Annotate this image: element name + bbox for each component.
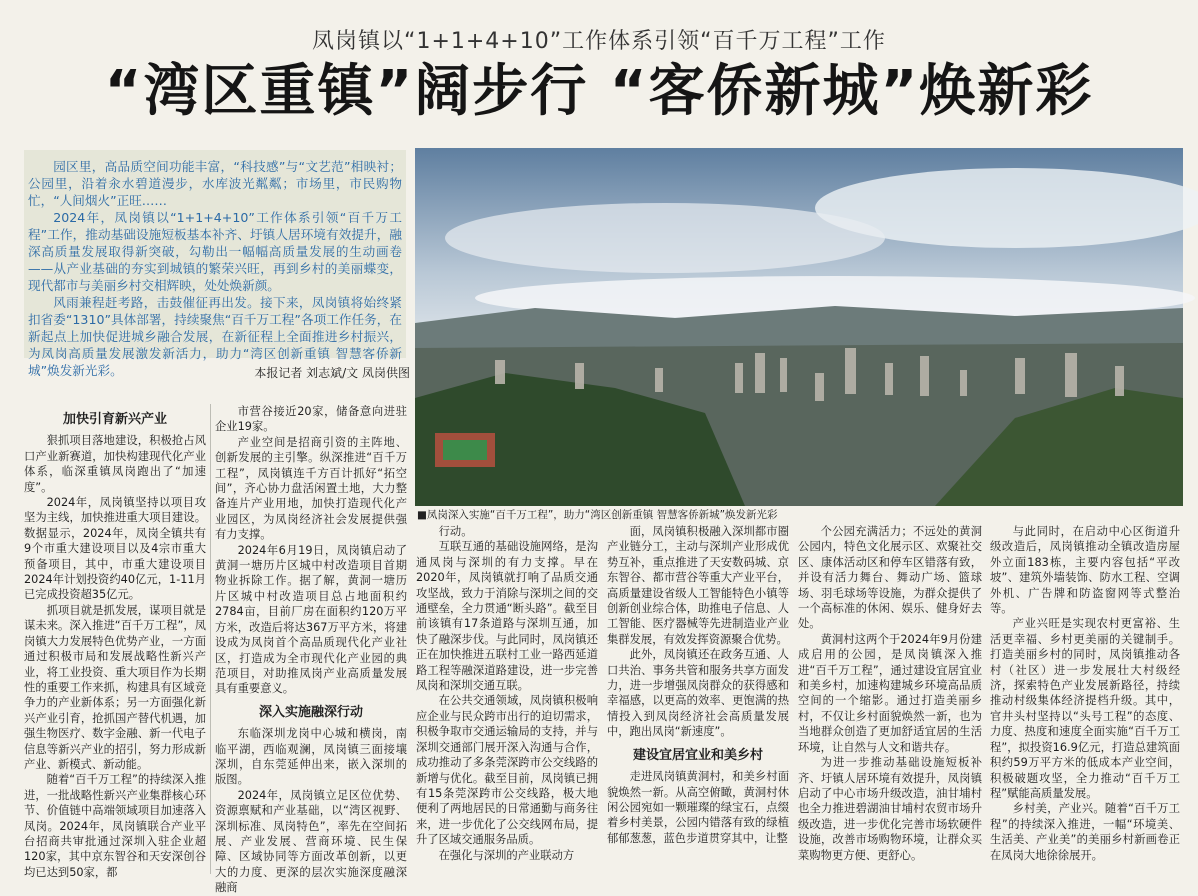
body-para: 随着“百千万工程”的持续深入推进，一批战略性新兴产业集群核心环节、价值链中高端领域项目加速落入凤岗。2024年，凤岗镇联合产业平台招商共审批通过深圳入驻企业超120家，其中京东智谷和天安深创谷均已达到50家，都 [24,773,206,879]
body-para: 在强化与深圳的产业联动方 [438,848,575,862]
body-para: 乡村美，产业兴。随着“百千万工程”的持续深入推进，一幅“环境美、生活美、产业美”的美丽乡村新画卷正在凤岗大地徐徐展开。 [990,802,1180,862]
article-column-4 [607,524,789,878]
photo-caption: ■凤岗深入实施“百千万工程”，助力“湾区创新重镇 智慧客侨新城”焕发新光彩 [417,509,778,521]
section-heading: 加快引育新兴产业 [62,412,167,427]
article-column-1 [24,404,206,878]
body-para: 2024年，凤岗镇坚持以项目攻坚为主线，加快推进重大项目建设。数据显示，2024年，凤岗全镇共有9个市重大建设项目以及4宗市重大预备项目，其中，市重大建设项目2024年计划投资约40亿元，1-11月已完成投资超35亿元。 [24,496,206,602]
body-para: 面，凤岗镇积极融入深圳都市圈产业链分工，主动与深圳产业形成优势互补，重点推进了天安数码城、京东智谷、都市营谷等重大产业平台，高质量建设省级人工智能特色小镇等创新创业综合体，助推电子信息、人工智能、医疗器械等先进制造业产业集群发展，有效发挥资源聚合优势。 [607,525,789,646]
article-column-6 [990,524,1180,878]
body-para: 2024年6月19日，凤岗镇启动了黄洞一塘历片区城中村改造项目首期物业拆除工作。据了解，黄洞一塘历片区城中村改造项目总占地面积约2784亩，目前厂房在面积约120万平方米，改造后将达367万平方米，将建设成为凤岗首个高品质现代化产业社区，打造成为全市现代化产业园的典范项目，对助推凤岗产业高质量发展具有重要意义。 [215,543,407,696]
body-para: 互联互通的基础设施网络，是沟通凤岗与深圳的有力支撑。早在2020年，凤岗镇就打响了品质交通攻坚战，致力于消除与深圳之间的交通壁垒，全力贯通“断头路”。截至目前该镇有17条道路与深圳互通，加快了融深步伐。与此同时，凤岗镇还正在加快推进五联村工业一路西延道路工程等融深道路建设，进一步完善凤岗和深圳交通互联。 [416,540,598,693]
body-para: 此外，凤岗镇还在政务互通、人口共治、事务共管和服务共享方面发力，进一步增强凤岗群众的获得感和幸福感，以更高的效率、更饱满的热情投入到凤岗经济社会高质量发展中，跑出凤岗“新速度”。 [607,648,789,739]
body-para: 为进一步推动基础设施短板补齐、圩镇人居环境有效提升，凤岗镇启动了中心市场升级改造，油甘埔村也全力推进碧湖油甘埔村农贸市场升级改造，进一步优化完善市场软硬件设施，改善市场购物环境，让群众买菜购物更方便、更舒心。 [798,756,982,862]
body-para: 2024年，凤岗镇立足区位优势、资源禀赋和产业基础，以“湾区视野、深圳标准、凤岗特色”，率先在空间拓展、产业发展、营商环境、民生保障、区域协同等方面改革创新，以更大的力度、更深的层次实施深度融深融商 [215,788,407,895]
body-para: 与此同时，在启动中心区街道升级改造后，凤岗镇推动全镇改造房屋外立面183栋，主要内容包括“平改坡”、建筑外墙装饰、防水工程、空调外机、广告牌和防盗窗网等式整治等。 [990,525,1180,616]
body-para: 市营谷接近20家，储备意向进驻企业19家。 [215,405,407,434]
body-para: 东临深圳龙岗中心城和横岗，南临平湖，西临观澜，凤岗镇三面接壤深圳，自东莞延伸出来，嵌入深圳的版图。 [215,727,407,787]
body-para: 个公园充满活力；不远处的黄洞公园内，特色文化展示区、欢聚社交区、康体活动区和停车区错落有致，并设有活力舞台、舞动广场、篮球场、羽毛球场等设施，为群众提供了一个高标准的休闲、娱乐、健身好去处。 [798,525,982,631]
subhead: 凤岗镇以“1+1+4+10”工作体系引领“百千万工程”工作 [312,29,886,54]
body-para: 抓项目就是抓发展，谋项目就是谋未来。深入推进“百千万工程”，凤岗镇大力发展特色优势产业，一方面通过积极市局和发展战略性新兴产业，将工业投资、重大项目作为长期性的重要工作来抓，构建具有区域竞争力的产业新体系；另一方面强化新兴产业引育，抢抓国产替代机遇，加强生物医疗、数字金融、新一代电子信息等新兴产业的招引，努力形成新产业、新模式、新动能。 [24,603,206,771]
body-para: 产业兴旺是实现农村更富裕、生活更幸福、乡村更美丽的关键制手。打造美丽乡村的同时，凤岗镇推动各村（社区）进一步发展壮大村级经济，探索特色产业发展新路径，持续推动村级集体经济提档升级。其中，官井头村坚持以“头号工程”的态度、力度、热度和速度全面实施“百千万工程”，拟投资16.9亿元，打造总建筑面积约59万平方米的低成本产业空间，积极破题攻坚，全力推动“百千万工程”赋能高质量发展。 [990,617,1180,800]
photo-illustration [415,148,1183,506]
article-column-5 [798,524,982,878]
lead-para: 园区里，高品质空间功能丰富，“科技感”与“文艺范”相映衬；公园里，沿着汆水碧道漫步，水库波光粼粼；市场里，市民购物忙，“人间烟火”正旺…… [28,159,402,208]
article-column-2 [215,404,407,895]
body-para: 产业空间是招商引资的主阵地、创新发展的主引擎。纵深推进“百千万工程”，凤岗镇连千方百计抓好“拓空间”，齐心协力盘活闲置土地，大力整备连片产业用地，加快打造现代化产业园区，为凤岗经济社会发展提供强有力支撑。 [215,435,407,542]
article-column-3 [416,524,598,878]
lead-para: 2024年，凤岗镇以“1+1+4+10”工作体系引领“百千万工程”工作，推动基础设施短板基本补齐、圩镇人居环境有效提升，融深高质量发展取得新突破，勾勒出一幅幅高质量发展的生动画卷——从产业基础的夯实到城镇的繁荣兴旺，再到乡村的美丽蝶变，现代都市与美丽乡村交相辉映，处处焕新颜。 [28,210,402,293]
lead-para: 风雨兼程赶考路，击鼓催征再出发。接下来，凤岗镇将始终紧扣省委“1310”具体部署，持续聚焦“百千万工程”各项工作任务，在新起点上加快促进城乡融合发展，在新征程上全面推进乡村振兴，为凤岗高质量发展激发新活力，助力“湾区创新重镇 智慧客侨新城”焕发新光彩。 [28,295,402,378]
headline: “湾区重镇”阔步行 “客侨新城”焕新彩 [104,59,1094,124]
body-para: 走进凤岗镇黄洞村，和美乡村面貌焕然一新。从高空俯瞰，黄洞村休闲公园宛如一颗璀璨的绿宝石，点缀着乡村美景，公园内错落有致的绿植郁郁葱葱，蓝色步道贯穿其中，让整 [607,770,789,845]
body-para: 在公共交通领域，凤岗镇积极响应企业与民众跨市出行的迫切需求，积极争取市交通运输局的支持，并与深圳交通部门展开深入沟通与合作，成功推动了多条莞深跨市公交线路的新增与优化。截至目前，凤岗镇已拥有15条莞深跨市公交线路，极大地便利了两地居民的日常通勤与商务往来，进一步优化了公交线网布局，提升了区域交通服务品质。 [416,694,598,847]
section-heading: 建设宜居宜业和美乡村 [632,747,763,763]
byline: 本报记者 刘志斌/文 凤岗供图 [254,366,410,380]
section-heading: 深入实施融深行动 [258,704,363,720]
body-para: 狠抓项目落地建设，积极抢占风口产业新赛道，加快构建现代化产业体系，临深重镇凤岗跑出了“加速度”。 [24,434,206,494]
city-aerial-photo [415,148,1183,506]
body-para: 黄洞村这两个于2024年9月份建成启用的公园，是凤岗镇深入推进“百千万工程”，通过建设宜居宜业和美乡村，加速构建城乡环境高品质空间的一个缩影。通过打造美丽乡村，不仅让乡村面貌焕然一新，也为当地群众创造了更加舒适宜居的生活环境，让自然与人文和谐共存。 [798,632,982,754]
body-para: 行动。 [438,525,473,538]
column-divider [210,404,211,874]
